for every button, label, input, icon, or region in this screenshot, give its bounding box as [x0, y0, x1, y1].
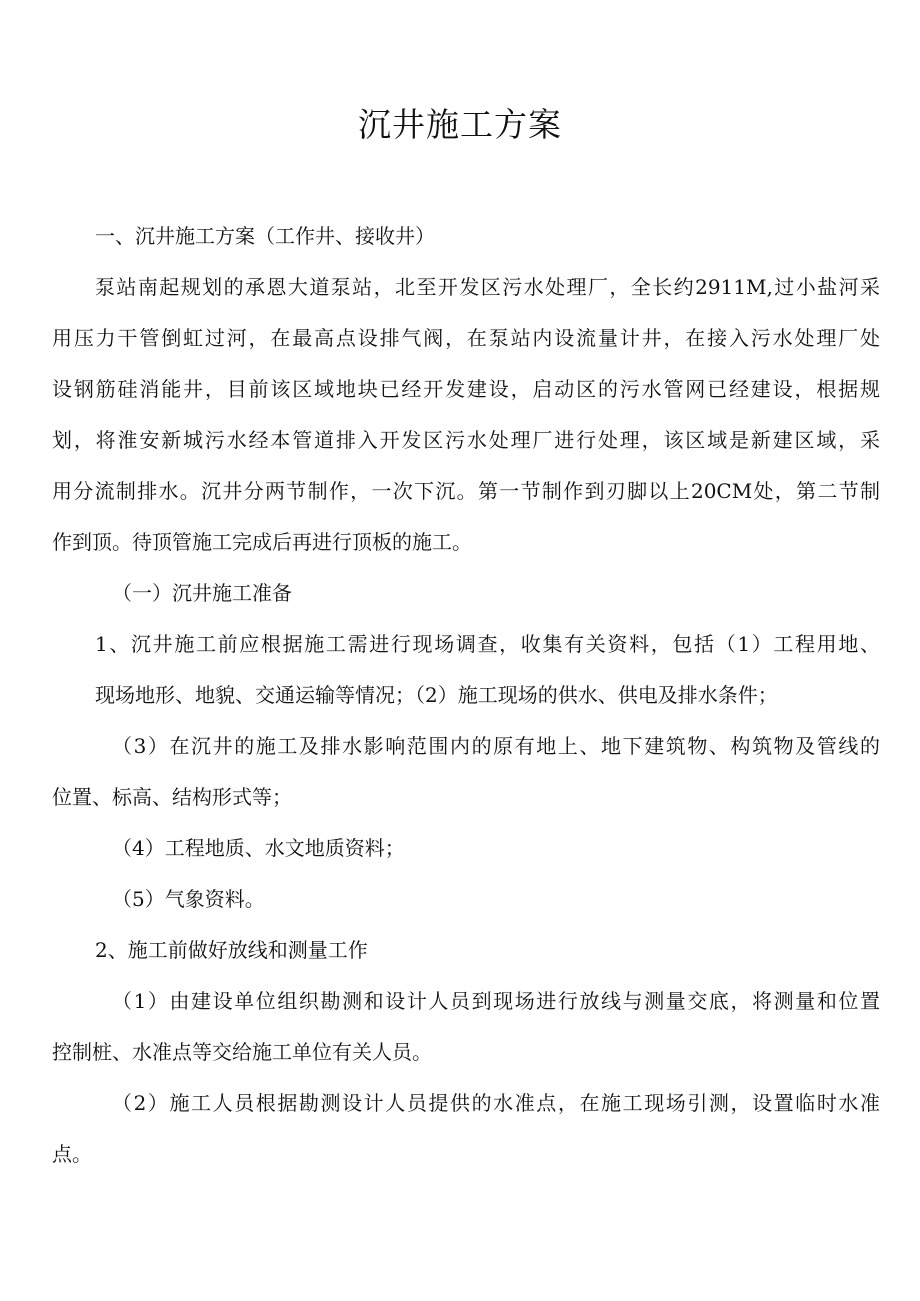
paragraph-line: 设钢筋硅消能井，目前该区域地块已经开发建设，启动区的污水管网已经建设，根据规 — [52, 377, 880, 401]
paragraph-line: 划，将淮安新城污水经本管道排入开发区污水处理厂进行处理，该区域是新建区域，采 — [52, 428, 880, 452]
paragraph-line: 现场地形、地貌、交通运输等情况；（2）施工现场的供水、供电及排水条件； — [95, 683, 778, 707]
subsection-heading: （一）沉井施工准备 — [112, 581, 292, 605]
paragraph-line: （5）气象资料。 — [112, 887, 265, 911]
paragraph-line: 1、沉井施工前应根据施工需进行现场调查，收集有关资料，包括（1）工程用地、 — [95, 632, 880, 656]
paragraph-line: （4）工程地质、水文地质资料； — [112, 836, 405, 860]
paragraph-line: 用压力干管倒虹过河，在最高点设排气阀，在泵站内设流量计井，在接入污水处理厂处 — [52, 326, 880, 350]
paragraph-line: 点。 — [52, 1142, 92, 1166]
paragraph-line: （3）在沉井的施工及排水影响范围内的原有地上、地下建筑物、构筑物及管线的 — [112, 734, 880, 758]
numbered-item-heading: 2、施工前做好放线和测量工作 — [95, 938, 368, 962]
paragraph-line: （2）施工人员根据勘测设计人员提供的水准点，在施工现场引测，设置临时水准 — [112, 1091, 880, 1115]
paragraph-line: 泵站南起规划的承恩大道泵站，北至开发区污水处理厂，全长约2911M,过小盐河采 — [95, 275, 880, 299]
paragraph-line: 用分流制排水。沉井分两节制作，一次下沉。第一节制作到刃脚以上20CM处，第二节制 — [52, 479, 880, 503]
paragraph-line: （1）由建设单位组织勘测和设计人员到现场进行放线与测量交底，将测量和位置 — [112, 989, 880, 1013]
section-heading: 一、沉井施工方案（工作井、接收井） — [95, 224, 435, 248]
document-title: 沉井施工方案 — [358, 105, 562, 144]
paragraph-line: 作到顶。待顶管施工完成后再进行顶板的施工。 — [52, 530, 472, 554]
paragraph-line: 控制桩、水准点等交给施工单位有关人员。 — [52, 1040, 432, 1064]
paragraph-line: 位置、标高、结构形式等； — [52, 785, 292, 809]
